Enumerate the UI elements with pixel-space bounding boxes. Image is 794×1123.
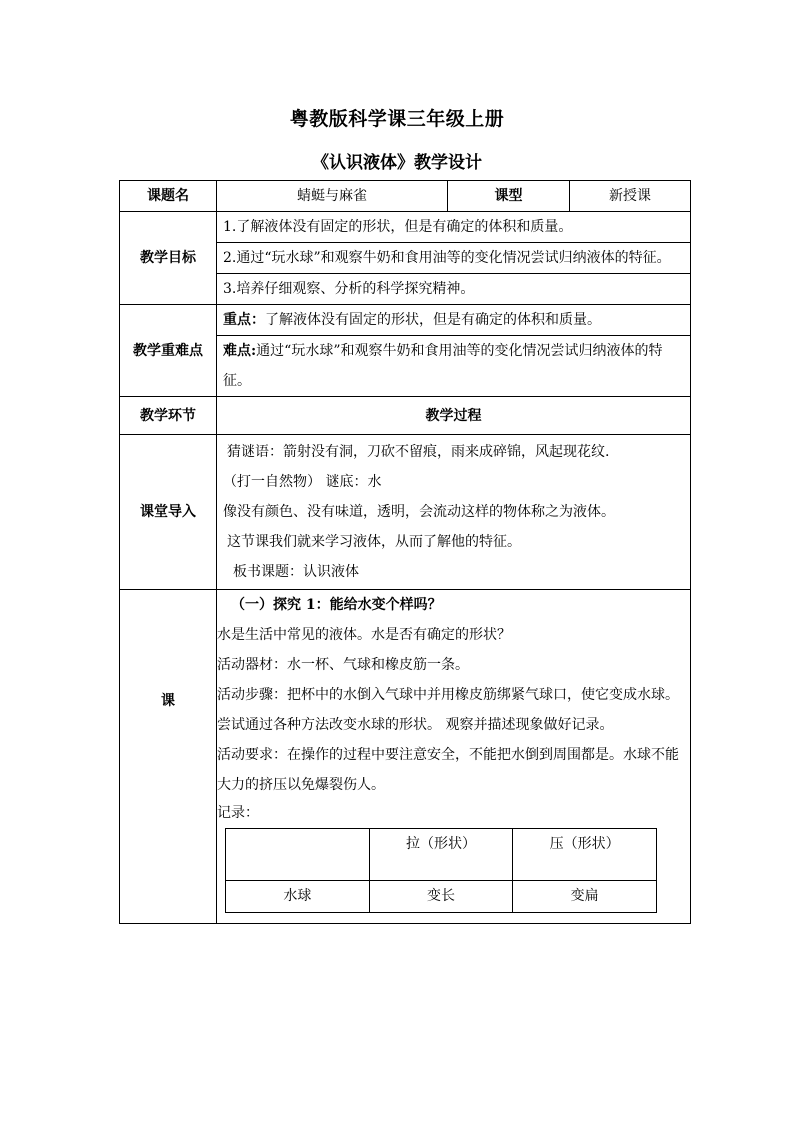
lesson-heading: （一）探究 1：能给水变个样吗？ bbox=[231, 597, 442, 613]
lesson-plan-table bbox=[119, 180, 691, 924]
intro-line: 这节课我们就来学习液体，从而了解他的特征。 bbox=[227, 534, 521, 550]
lesson-paragraph: 活动步骤：把杯中的水倒入气球中并用橡皮筋绑紧气球口，使它变成水球。 尝试通过各种方法改变水球的形状。 观察并描述现象做好记录。 bbox=[217, 687, 679, 733]
hard-point-tag: 难点: bbox=[223, 343, 257, 359]
objectives-label: 教学目标 bbox=[120, 212, 217, 305]
record-header-cell bbox=[226, 829, 370, 881]
objective-item: 3.培养仔细观察、分析的科学探究精神。 bbox=[217, 274, 691, 305]
hard-point-text: 通过“玩水球”和观察牛奶和食用油等的变化情况尝试归纳液体的特征。 bbox=[223, 343, 663, 389]
intro-content bbox=[217, 435, 691, 590]
type-value: 新授课 bbox=[570, 181, 691, 212]
key-points-label: 教学重难点 bbox=[120, 305, 217, 397]
objective-item: 2.通过“玩水球”和观察牛奶和食用油等的变化情况尝试归纳液体的特征。 bbox=[217, 243, 691, 274]
topic-value: 蜻蜓与麻雀 bbox=[217, 181, 448, 212]
section-label: 教学环节 bbox=[120, 397, 217, 435]
intro-row bbox=[120, 435, 691, 590]
lesson-content bbox=[217, 590, 691, 924]
section-value: 教学过程 bbox=[217, 397, 691, 435]
document-title: 粤教版科学课三年级上册 bbox=[289, 108, 505, 130]
intro-line: 猜谜语：箭射没有洞，刀砍不留痕，雨来成碎锦，风起现花纹. bbox=[227, 444, 610, 460]
record-data-row bbox=[226, 881, 657, 913]
objective-item: 1.了解液体没有固定的形状，但是有确定的体积和质量。 bbox=[217, 212, 691, 243]
lesson-paragraph: 活动器材：水一杯、气球和橡皮筋一条。 bbox=[217, 657, 469, 673]
intro-line: 像没有颜色、没有味道，透明，会流动这样的物体称之为液体。 bbox=[223, 504, 615, 520]
lesson-paragraph: 记录： bbox=[217, 805, 259, 821]
document-subtitle: 《认识液体》教学设计 bbox=[312, 153, 482, 173]
record-table bbox=[225, 828, 657, 913]
record-data-cell: 变长 bbox=[369, 881, 513, 913]
hard-point-cell bbox=[217, 336, 691, 397]
record-header-row bbox=[226, 829, 657, 881]
intro-line: 板书课题：认识液体 bbox=[233, 564, 359, 580]
lesson-paragraph: 活动要求：在操作的过程中要注意安全，不能把水倒到周围都是。水球不能大力的挤压以免爆裂伤人。 bbox=[217, 747, 679, 793]
lesson-row bbox=[120, 590, 691, 924]
key-point-cell bbox=[217, 305, 691, 336]
topic-row bbox=[120, 181, 691, 212]
intro-label: 课堂导入 bbox=[120, 435, 217, 590]
key-point-text: 了解液体没有固定的形状，但是有确定的体积和质量。 bbox=[265, 312, 601, 328]
record-data-cell: 水球 bbox=[226, 881, 370, 913]
objective-row-1 bbox=[120, 212, 691, 243]
key-point-row bbox=[120, 305, 691, 336]
intro-line: （打一自然物） 谜底：水 bbox=[223, 474, 382, 490]
record-data-cell: 变扁 bbox=[513, 881, 657, 913]
topic-label: 课题名 bbox=[120, 181, 217, 212]
lesson-label: 课 bbox=[120, 590, 217, 924]
lesson-paragraph: 水是生活中常见的液体。水是否有确定的形状？ bbox=[217, 627, 511, 643]
type-label: 课型 bbox=[448, 181, 570, 212]
key-point-tag: 重点： bbox=[223, 312, 265, 328]
record-header-cell: 压（形状） bbox=[513, 829, 657, 881]
record-header-cell: 拉（形状） bbox=[369, 829, 513, 881]
section-header-row bbox=[120, 397, 691, 435]
